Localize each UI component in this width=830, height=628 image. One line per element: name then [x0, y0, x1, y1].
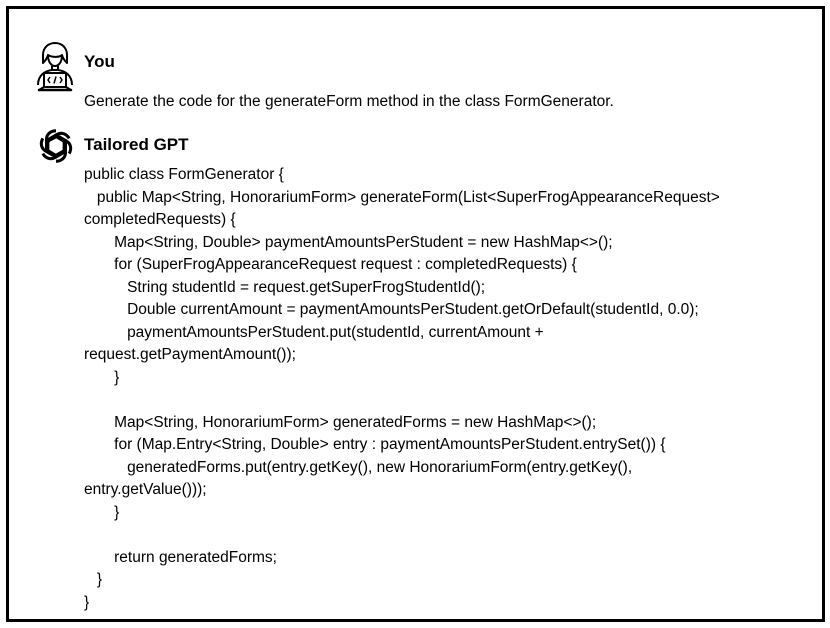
code-line: public Map<String, HonorariumForm> generateForm(List<SuperFrogAppearanceRequest> — [84, 188, 720, 206]
code-line — [84, 524, 819, 547]
code-line: } — [84, 503, 120, 521]
code-line: public class FormGenerator { — [84, 166, 284, 183]
code-line: Map<String, Double> paymentAmountsPerStudent = new HashMap<>(); — [84, 233, 613, 251]
code-line: completedRequests) { — [84, 211, 236, 228]
code-block — [84, 164, 819, 614]
user-message: Generate the code for the generateForm method in the class FormGenerator. — [84, 93, 614, 110]
code-line: } — [84, 571, 103, 588]
code-line: } — [84, 368, 120, 386]
user-name: You — [84, 52, 115, 71]
assistant-name: Tailored GPT — [84, 135, 189, 154]
code-line: generatedForms.put(entry.getKey(), new HonorariumForm(entry.getKey(), — [84, 458, 633, 476]
code-line: for (Map.Entry<String, Double> entry : paymentAmountsPerStudent.entrySet()) { — [84, 436, 666, 453]
user-coder-icon — [35, 33, 75, 93]
code-line: Double currentAmount = paymentAmountsPerStudent.getOrDefault(studentId, 0.0); — [84, 301, 699, 318]
code-line: request.getPaymentAmount()); — [84, 346, 296, 363]
code-line — [84, 389, 819, 412]
code-line: String studentId = request.getSuperFrogStudentId(); — [84, 278, 486, 296]
openai-logo-icon — [37, 127, 75, 165]
code-line: entry.getValue())); — [84, 481, 207, 498]
code-line: } — [84, 593, 90, 611]
code-line: return generatedForms; — [84, 548, 277, 566]
code-line: Map<String, HonorariumForm> generatedForms = new HashMap<>(); — [84, 413, 597, 431]
code-line: for (SuperFrogAppearanceRequest request : completedRequests) { — [84, 256, 577, 273]
chat-screenshot-frame — [6, 6, 825, 622]
code-line: paymentAmountsPerStudent.put(studentId, currentAmount + — [84, 323, 544, 341]
